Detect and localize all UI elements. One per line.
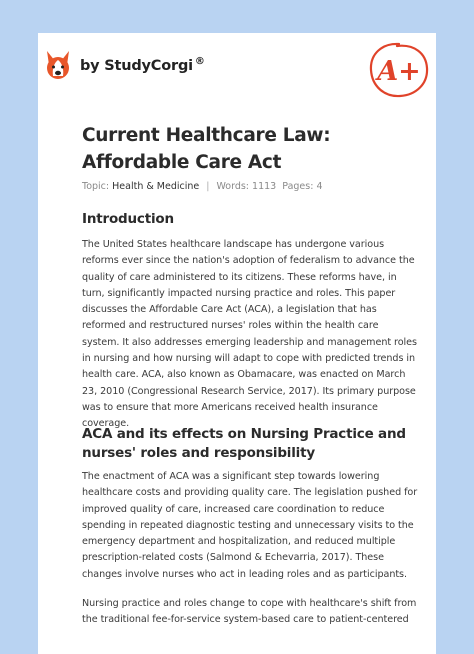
paragraph-introduction: The United States healthcare landscape has undergone various reforms ever since the nation's adoption of federalism to advance the quality of care administered to its citizens. These reforms have, in turn, significantly impacted nursing practice and roles. This paper discusses the Affordable Care Act (ACA), a legislation that has reformed and restructured nurses' roles within the health care system. It also addresses emerging leadership and management roles in nursing and how nursing will adapt to cope with predicted trends in health care. ACA, also known as Obamacare, was enacted on March 23, 2010 (Congressional Research Service, 2017). Its primary purpose was to ensure that more Americans received health insurance coverage. bbox=[82, 239, 417, 430]
brand-name: by StudyCorgi ® bbox=[80, 56, 205, 74]
grade-badge-icon bbox=[366, 40, 432, 100]
words-label: Words: bbox=[216, 181, 250, 192]
page-title: Current Healthcare Law: Affordable Care Act bbox=[82, 125, 331, 173]
grade-text: A+ bbox=[377, 56, 421, 87]
topic-label: Topic: bbox=[82, 181, 110, 192]
topic-link[interactable]: Health & Medicine bbox=[112, 181, 200, 192]
paragraph-aca-1: The enactment of ACA was a significant step towards lowering healthcare costs and providing quality care. The legislation pushed for improved quality of care, increased care coordination to reduce spending in repeated diagnostic testing and unnecessary visits to the emergency department and hospitalization, and reduced multiple prescription-related costs (Salmond & Echevarria, 2017). These changes involve nurses who act in leading roles and as participants. bbox=[82, 471, 418, 580]
section-heading-aca: ACA and its effects on Nursing Practice and nurses' roles and responsibility bbox=[82, 426, 406, 461]
pages-count: 4 bbox=[316, 181, 323, 192]
meta-separator: | bbox=[206, 181, 210, 192]
brand-logo[interactable] bbox=[44, 49, 205, 81]
words-count: 1113 bbox=[252, 181, 277, 192]
corgi-logo-icon bbox=[44, 49, 72, 81]
pages-label: Pages: bbox=[282, 181, 314, 192]
registered-mark: ® bbox=[194, 56, 205, 68]
paragraph-aca-2: Nursing practice and roles change to cope with healthcare's shift from the traditional fee-for-service system-based care to patient-centered bbox=[82, 598, 417, 626]
section-heading-introduction: Introduction bbox=[82, 211, 174, 227]
document-meta bbox=[82, 181, 323, 192]
